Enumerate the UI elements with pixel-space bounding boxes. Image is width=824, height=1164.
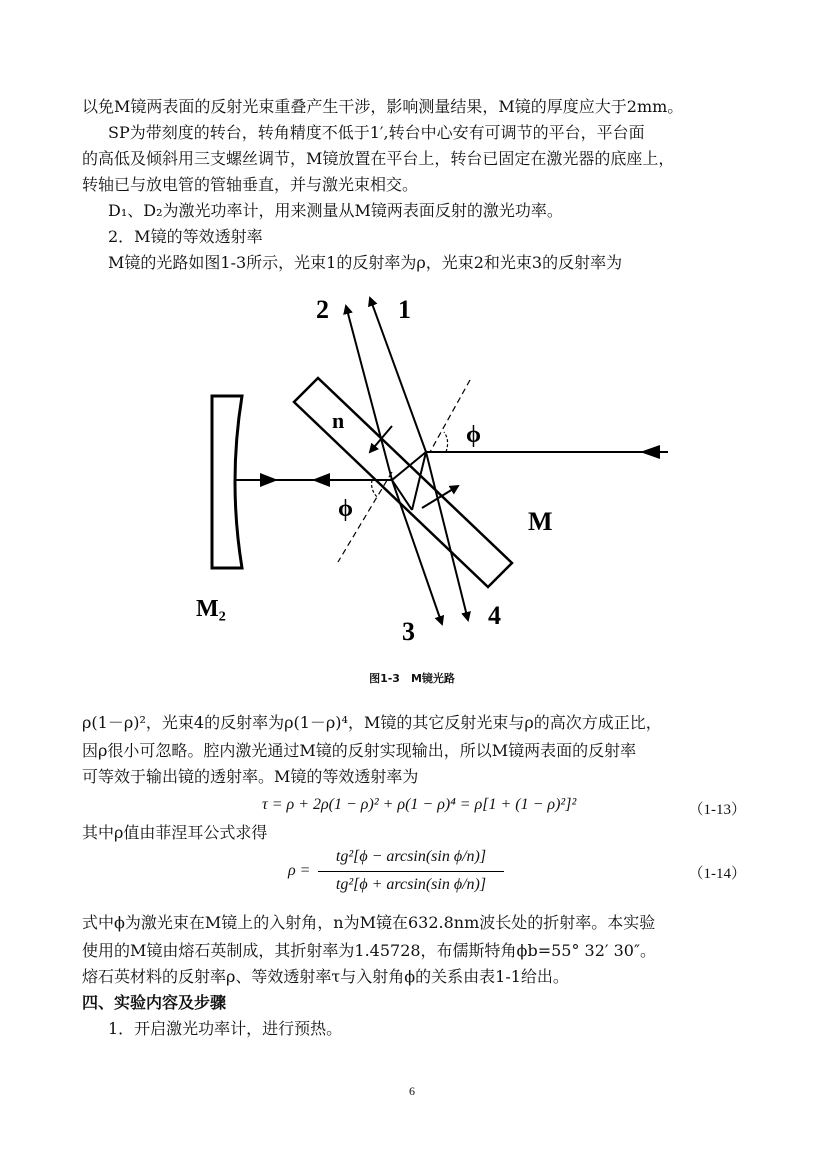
incident-arrow [640, 445, 660, 459]
beam-2 [346, 306, 392, 480]
label-beam-1: 1 [398, 295, 411, 324]
beam-arrow-mid [312, 473, 330, 487]
text-line-4: 转轴已与放电管的管轴垂直，并与激光束相交。 [82, 175, 419, 194]
label-n: n [332, 408, 345, 433]
label-phi-top: ϕ [466, 422, 481, 448]
text-line-5: D₁、D₂为激光功率计，用来测量从M镜两表面反射的激光功率。 [108, 201, 563, 220]
final-line-3: 熔石英材料的反射率ρ、等效透射率τ与入射角ϕ的关系由表1-1给出。 [82, 967, 569, 986]
text-line-1: 以免M镜两表面的反射光束重叠产生干涉，影响测量结果，M镜的厚度应大于2mm。 [82, 97, 684, 116]
section-heading: 四、实验内容及步骤 [82, 993, 227, 1012]
figure-caption: 图1-3 M镜光路 [369, 672, 455, 685]
equation-1-14-numerator: tg²[ϕ − arcsin(sin ϕ/n)] [335, 848, 487, 865]
text-line-6: 2．M镜的等效透射率 [108, 227, 263, 246]
after-line-3: 可等效于输出镜的透射率。M镜的等效透射率为 [82, 767, 419, 786]
label-phi-bottom: ϕ [338, 496, 353, 522]
after-line-1: ρ(1－ρ)²，光束4的反射率为ρ(1－ρ)⁴，M镜的其它反射光束与ρ的高次方成正比， [82, 713, 662, 732]
beam-3 [392, 480, 442, 624]
final-line-1: 式中ϕ为激光束在M镜上的入射角，n为M镜在632.8nm波长处的折射率。本实验 [82, 913, 656, 932]
beam-arrow-left [260, 473, 278, 487]
text-line-2: SP为带刻度的转台，转角精度不低于1′,转台中心安有可调节的平台，平台面 [108, 123, 645, 142]
equation-number-1-13: （1-13） [688, 802, 746, 818]
label-beam-2: 2 [316, 295, 329, 324]
text-line-7: M镜的光路如图1-3所示，光束1的反射率为ρ，光束2和光束3的反射率为 [108, 253, 623, 272]
mirror-m2 [212, 396, 242, 568]
equation-1-13: τ = ρ + 2ρ(1 − ρ)² + ρ(1 − ρ)⁴ = ρ[1 + (1 − ρ)²]² [262, 796, 577, 813]
after-line-2: 因ρ很小可忽略。腔内激光通过M镜的反射实现输出，所以M镜两表面的反射率 [82, 741, 637, 760]
page-number: 6 [409, 1084, 415, 1098]
equation-intro: 其中ρ值由菲涅耳公式求得 [82, 823, 268, 842]
equation-1-14-denominator: tg²[ϕ + arcsin(sin ϕ/n)] [335, 876, 487, 893]
fraction-bar [318, 871, 504, 872]
angle-arc-top [444, 432, 448, 452]
label-mirror-m2: M₂ [196, 596, 226, 622]
label-mirror-m: M [528, 507, 553, 536]
label-beam-3: 3 [402, 617, 415, 646]
text-line-3: 的高低及倾斜用三支螺丝调节，M镜放置在平台上，转台已固定在激光器的底座上， [82, 149, 675, 168]
normal-top [430, 380, 470, 452]
equation-number-1-14: （1-14） [688, 866, 746, 882]
step-1: 1．开启激光功率计，进行预热。 [108, 1019, 343, 1038]
final-line-2: 使用的M镜由熔石英制成，其折射率为1.45728，布儒斯特角ϕb=55° 32′ 30″。 [82, 941, 656, 960]
optical-path-figure [0, 284, 824, 664]
label-beam-4: 4 [488, 601, 501, 630]
equation-1-14-lhs: ρ = [288, 862, 311, 879]
